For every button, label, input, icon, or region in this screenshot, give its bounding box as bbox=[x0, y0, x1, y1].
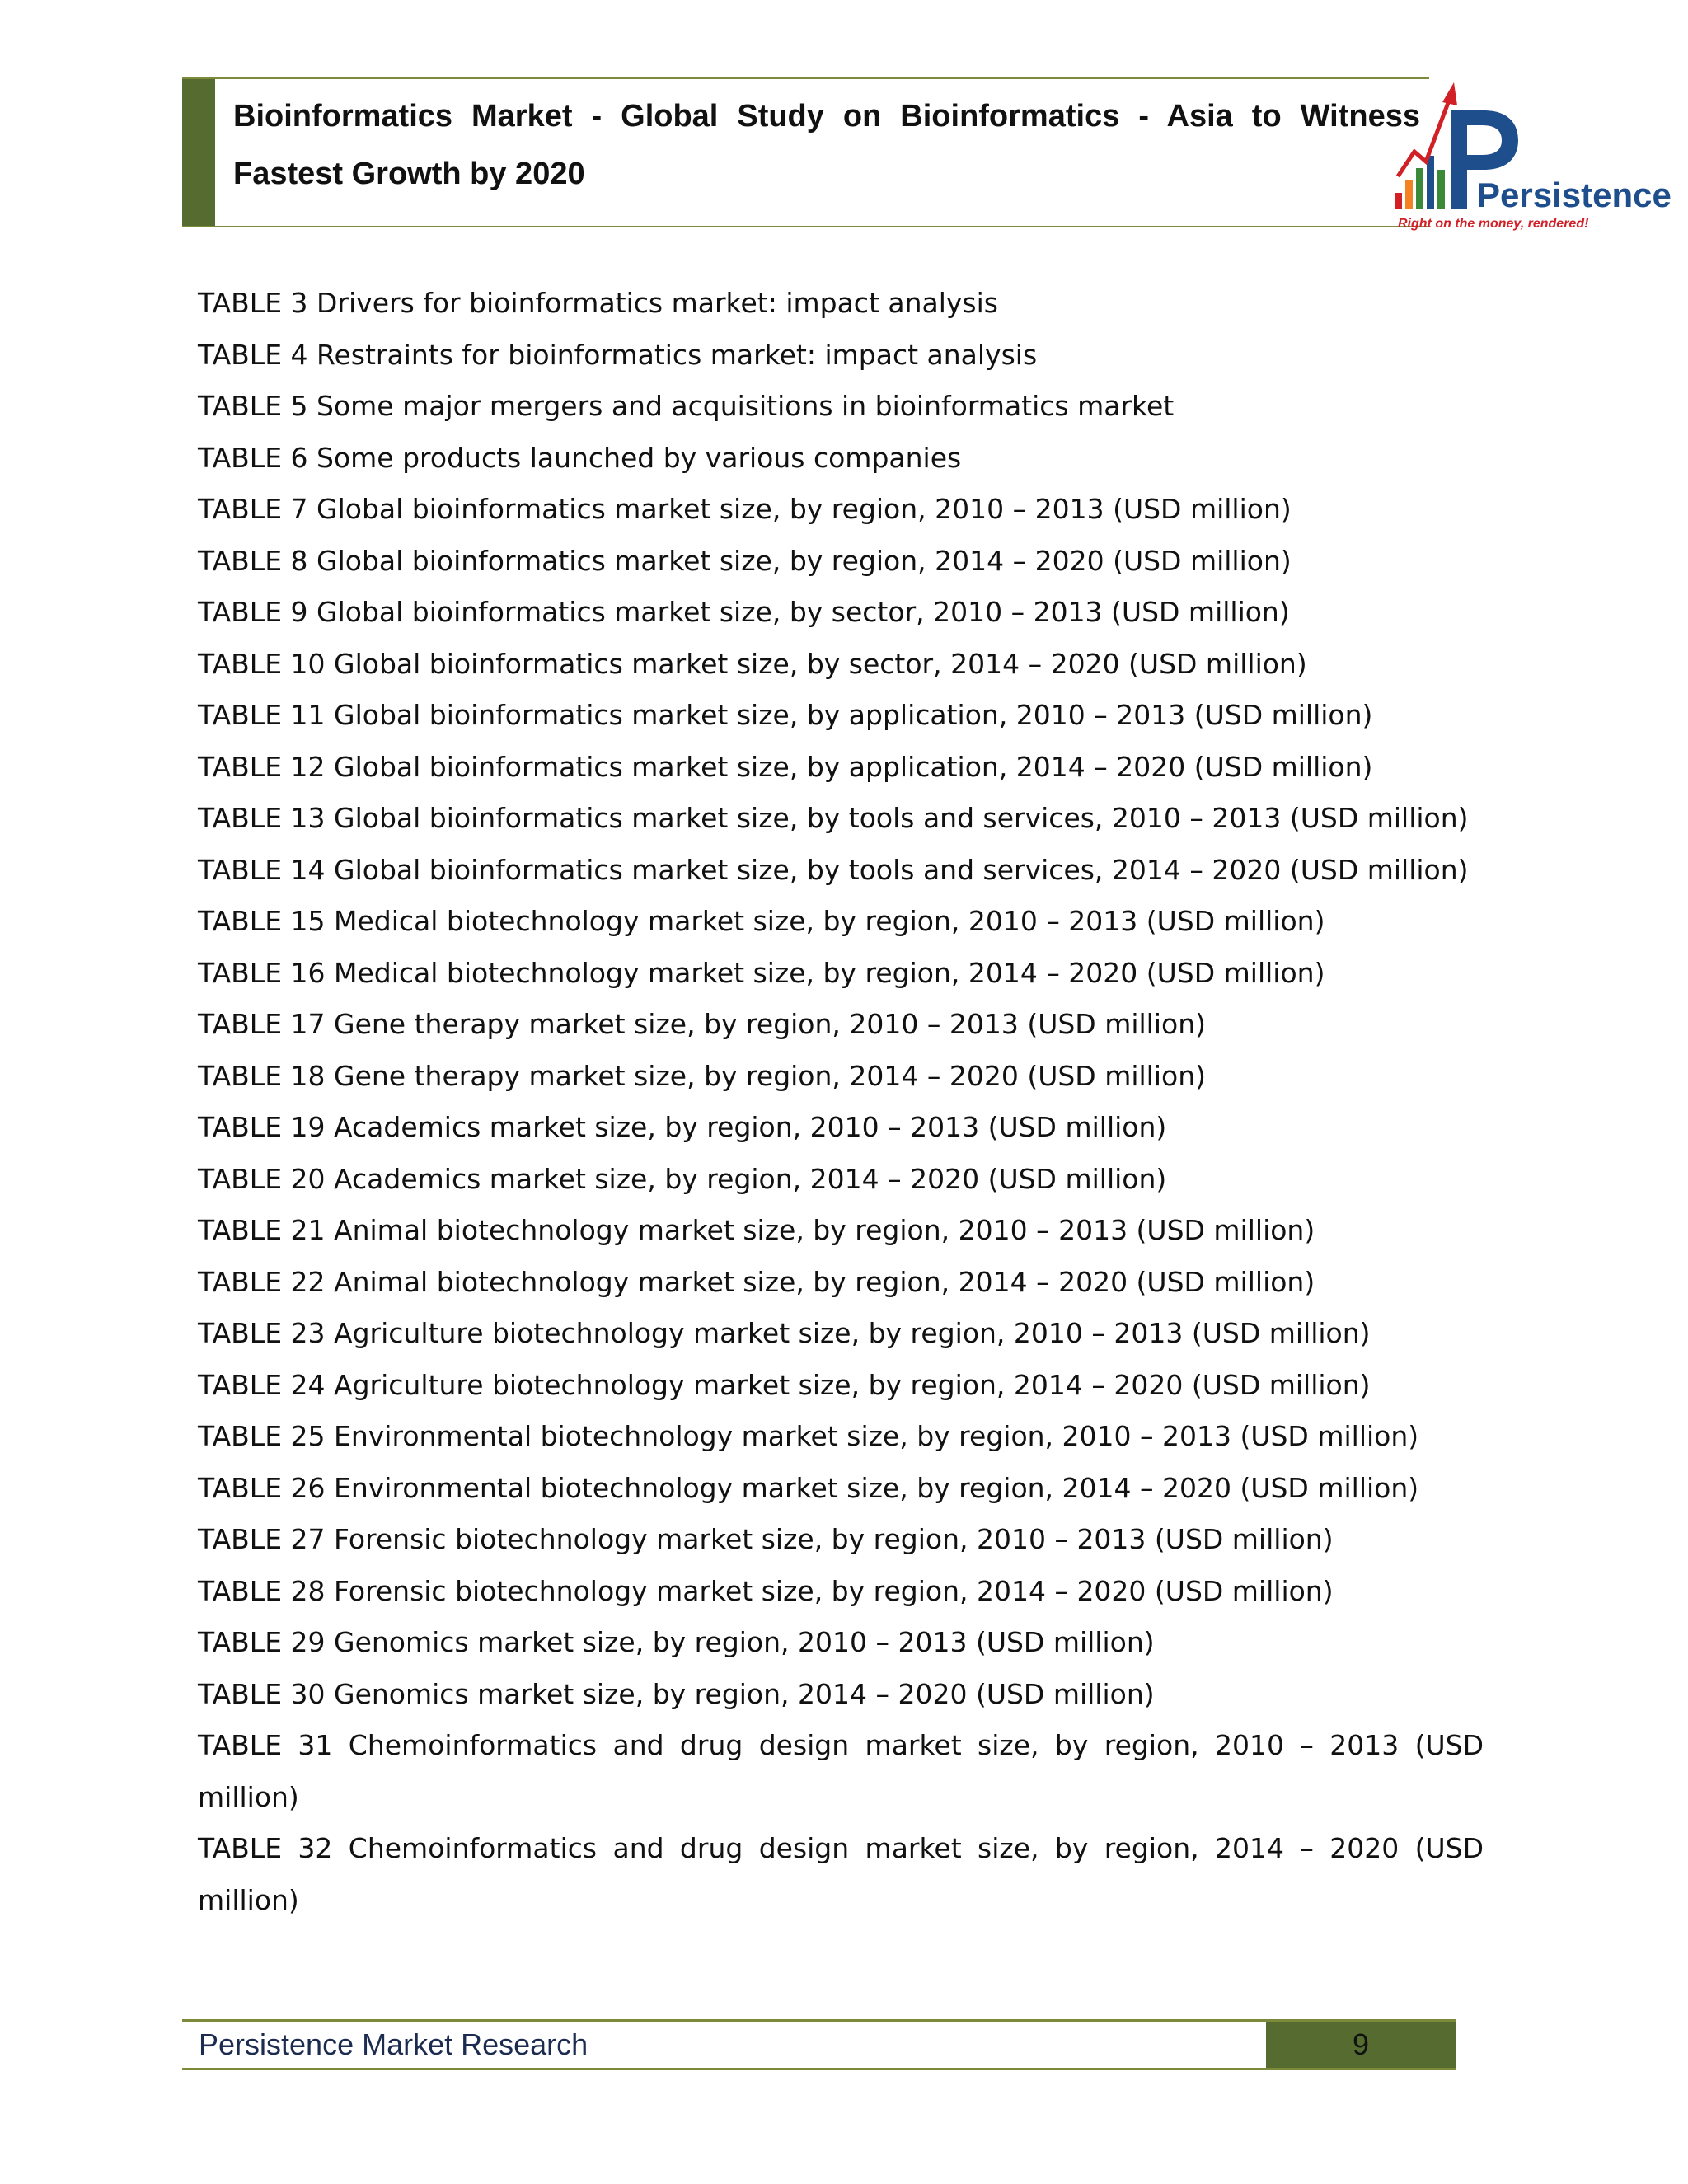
toc-item: TABLE 14 Global bioinformatics market size, by tools and services, 2014 – 2020 (USD million) bbox=[198, 853, 1469, 886]
logo-arrow-line bbox=[1398, 101, 1449, 176]
toc-item: TABLE 26 Environmental biotechnology market size, by region, 2014 – 2020 (USD million) bbox=[198, 1471, 1419, 1504]
page-header bbox=[182, 77, 1429, 227]
toc-item: TABLE 15 Medical biotechnology market size, by region, 2010 – 2013 (USD million) bbox=[198, 905, 1325, 937]
toc-item: TABLE 27 Forensic biotechnology market size, by region, 2010 – 2013 (USD million) bbox=[198, 1523, 1334, 1555]
toc-item: TABLE 23 Agriculture biotechnology market size, by region, 2010 – 2013 (USD million) bbox=[198, 1317, 1371, 1349]
logo-wordmark: Persistence bbox=[1477, 176, 1672, 214]
toc-item: TABLE 20 Academics market size, by region, 2014 – 2020 (USD million) bbox=[198, 1162, 1167, 1195]
toc-item: TABLE 4 Restraints for bioinformatics market: impact analysis bbox=[198, 338, 1038, 371]
logo-tagline: Right on the money, rendered! bbox=[1398, 217, 1589, 231]
toc-item: TABLE 11 Global bioinformatics market size, by application, 2010 – 2013 (USD million) bbox=[198, 699, 1373, 731]
toc-item: TABLE 21 Animal biotechnology market size, by region, 2010 – 2013 (USD million) bbox=[198, 1214, 1315, 1246]
toc-item: TABLE 24 Agriculture biotechnology market size, by region, 2014 – 2020 (USD million) bbox=[198, 1368, 1371, 1401]
toc-item: TABLE 25 Environmental biotechnology market size, by region, 2010 – 2013 (USD million) bbox=[198, 1420, 1419, 1452]
toc-item: TABLE 30 Genomics market size, by region, 2014 – 2020 (USD million) bbox=[198, 1677, 1155, 1710]
logo-bar-green-2 bbox=[1437, 170, 1445, 209]
toc-item: TABLE 12 Global bioinformatics market size, by application, 2014 – 2020 (USD million) bbox=[198, 750, 1373, 783]
toc-item: TABLE 9 Global bioinformatics market size, by sector, 2010 – 2013 (USD million) bbox=[198, 596, 1290, 628]
toc-item: TABLE 7 Global bioinformatics market size, by region, 2010 – 2013 (USD million) bbox=[198, 493, 1292, 525]
list-of-tables bbox=[198, 278, 1484, 1926]
logo-bar-red bbox=[1395, 193, 1402, 209]
toc-item: TABLE 13 Global bioinformatics market size, by tools and services, 2010 – 2013 (USD million) bbox=[198, 802, 1469, 834]
toc-item: TABLE 6 Some products launched by various companies bbox=[198, 441, 962, 474]
toc-item: TABLE 22 Animal biotechnology market size, by region, 2014 – 2020 (USD million) bbox=[198, 1265, 1315, 1298]
persistence-logo bbox=[1391, 77, 1672, 234]
logo-bar-blue bbox=[1427, 156, 1434, 209]
logo-bar-green bbox=[1416, 168, 1423, 209]
footer-company-name: Persistence Market Research bbox=[199, 2027, 588, 2061]
toc-item: TABLE 19 Academics market size, by region, 2010 – 2013 (USD million) bbox=[198, 1111, 1167, 1143]
toc-item: TABLE 17 Gene therapy market size, by region, 2010 – 2013 (USD million) bbox=[198, 1008, 1206, 1040]
toc-item: TABLE 29 Genomics market size, by region, 2010 – 2013 (USD million) bbox=[198, 1626, 1155, 1658]
toc-item: TABLE 5 Some major mergers and acquisitions in bioinformatics market bbox=[198, 390, 1175, 422]
toc-item: TABLE 16 Medical biotechnology market size, by region, 2014 – 2020 (USD million) bbox=[198, 956, 1325, 989]
toc-item: TABLE 32 Chemoinformatics and drug design market size, by region, 2014 – 2020 (USD million) bbox=[198, 1832, 1484, 1916]
toc-item: TABLE 10 Global bioinformatics market size, by sector, 2014 – 2020 (USD million) bbox=[198, 647, 1307, 680]
page-number: 9 bbox=[1266, 2022, 1456, 2068]
toc-item: TABLE 18 Gene therapy market size, by region, 2014 – 2020 (USD million) bbox=[198, 1059, 1206, 1092]
toc-item: TABLE 3 Drivers for bioinformatics market: impact analysis bbox=[198, 287, 998, 319]
page-footer bbox=[182, 2019, 1456, 2070]
logo-arrow-head bbox=[1442, 82, 1457, 105]
document-title: Bioinformatics Market - Global Study on Bioinformatics - Asia to Witness Fastest Growth by 2020 bbox=[233, 99, 1420, 191]
header-accent-bar bbox=[182, 79, 215, 226]
toc-item: TABLE 28 Forensic biotechnology market size, by region, 2014 – 2020 (USD million) bbox=[198, 1574, 1334, 1607]
toc-item: TABLE 8 Global bioinformatics market size, by region, 2014 – 2020 (USD million) bbox=[198, 544, 1292, 577]
logo-bar-orange bbox=[1405, 180, 1413, 209]
toc-item: TABLE 31 Chemoinformatics and drug design market size, by region, 2010 – 2013 (USD million) bbox=[198, 1729, 1484, 1813]
persistence-logo-graphic bbox=[1391, 77, 1672, 234]
